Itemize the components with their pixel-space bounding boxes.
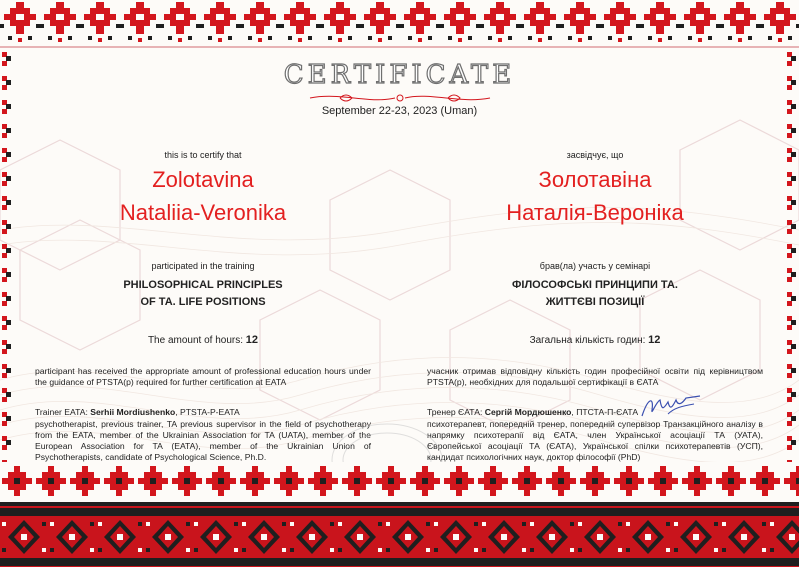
training-title-ua-line1: ФІЛОСОФСЬКІ ПРИНЦИПИ ТА. — [512, 279, 678, 291]
trainer-title: , PTSTA-P-EATA — [175, 407, 240, 417]
participant-name-ua-line2: Наталія-Вероніка — [506, 200, 684, 225]
hours-row — [35, 334, 371, 346]
participant-name-line2: Nataliia-Veronika — [119, 200, 287, 225]
trainer-label-ua: Тренер ЄАТА: — [427, 407, 483, 417]
hours-label-ua: Загальна кількість годин: — [529, 335, 646, 346]
certify-text: this is to certify that — [164, 150, 242, 160]
english-column — [35, 0, 371, 480]
training-title-line1: PHILOSOPHICAL PRINCIPLES — [123, 279, 283, 291]
certificate-title: CERTIFICATE — [283, 60, 516, 90]
training-title-line2: OF TA. LIFE POSITIONS — [140, 296, 266, 308]
trainer-line — [35, 407, 371, 418]
trainer-label: Trainer EATA: — [35, 407, 88, 417]
certificate-date: September 22-23, 2023 (Uman) — [321, 105, 478, 117]
training-title-ua-line2: ЖИТТЄВІ ПОЗИЦІЇ — [545, 296, 645, 308]
bottom-ornament-border — [0, 462, 799, 567]
hours-row-ua — [427, 334, 763, 346]
ukrainian-column — [427, 0, 763, 480]
certify-text-ua: засвідчує, що — [566, 150, 624, 160]
hours-value-ua: 12 — [648, 334, 661, 346]
participated-text-ua: брав(ла) участь у семінарі — [539, 261, 651, 271]
hours-value: 12 — [245, 334, 259, 346]
participant-name-ua-line1: Золотавіна — [538, 167, 652, 192]
participated-text: participated in the training — [151, 261, 255, 271]
trainer-signature — [638, 394, 704, 420]
trainer-name-ua: Сергій Мордюшенко — [484, 407, 572, 417]
trainer-line-ua — [427, 407, 763, 418]
trainer-title-ua: , ПТСТА-П-ЄАТА — [571, 407, 639, 417]
hours-label: The amount of hours: — [147, 335, 244, 346]
received-text: participant has received the appropriate amount of professional education hours under the guidance of PTSTA(p) required for further certification at EATA — [35, 366, 371, 387]
trainer-description: psychotherapist, previous trainer, TA previous supervisor in the field of psychotherapy from the EATA, member of the Ukrainian Association for TA (UATA), member of the European Association for TA (EATA), member of the Ukrainian Union of Psychotherapists, candidate of Psychological Science, Ph.D. — [35, 419, 371, 462]
received-text-ua: учасник отримав відповідну кількість годин професійної освіти під керівництвом PTSTA(p), необхідних для подальшої сертифікації в ЄАТА — [427, 366, 763, 387]
trainer-description-ua: психотерапевт, попередній тренер, попередній супервізор Транзакційного аналізу в напрямку психотерапії від ЄАТА, член Української асоціації ТА (УАТА), Європейської асоціації ТА (ЄАТА), Української спілки психотерапевтів (УСП), кандидат психологічних наук, доктор філософії (PhD) — [427, 419, 763, 462]
participant-name-line1: Zolotavina — [152, 167, 254, 192]
trainer-name: Serhii Mordiushenko — [90, 407, 176, 417]
